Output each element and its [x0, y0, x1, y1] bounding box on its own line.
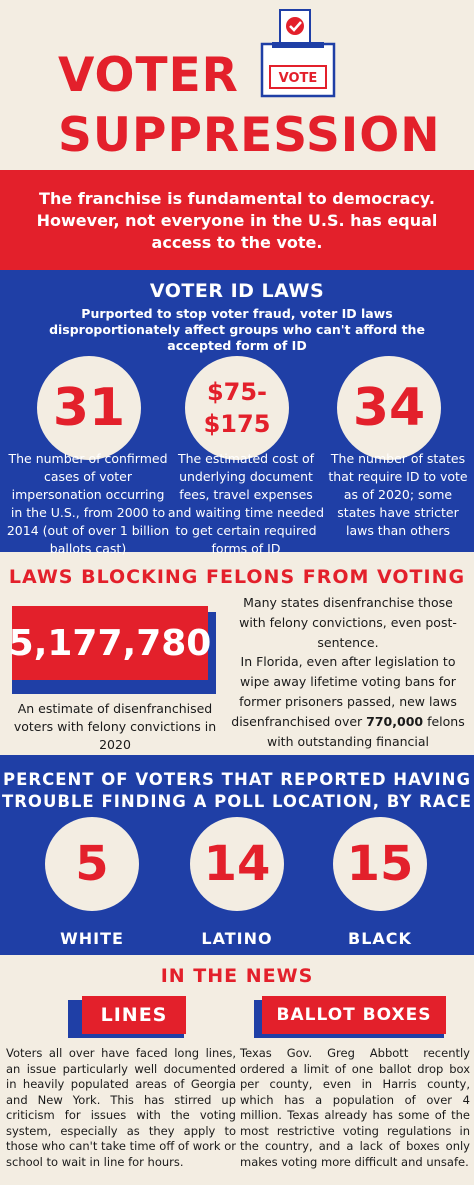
felon-number: 5,177,780 — [12, 606, 208, 680]
race-value: 5 — [75, 836, 109, 892]
felons-text-2-end: felons with outstanding financial — [266, 714, 465, 749]
title-line-1: VOTER — [58, 48, 239, 103]
stat-description: The number of confirmed cases of voter impersonation occurring in the U.S., from 2000 to 2014 (out of over 1 billion ballots cast) — [6, 451, 170, 556]
voter-id-subheading: Purported to stop voter fraud, voter ID laws disproportionately affect groups who can't afford the accepted form of ID — [49, 306, 425, 353]
intro-band — [0, 170, 474, 270]
intro-text: The franchise is fundamental to democracy. However, not everyone in the U.S. has equal access to the vote. — [36, 189, 438, 252]
felons-text-1: Many states disenfranchise those with felony convictions, even post-sentence. — [239, 595, 457, 650]
felon-number-caption: An estimate of disenfranchised voters with felony convictions in 2020 — [13, 701, 217, 752]
stat-description: The estimated cost of underlying document fees, travel expenses and waiting time needed to get certain required forms of ID — [167, 451, 325, 556]
ballot-label: VOTE — [278, 71, 318, 86]
race-value: 14 — [203, 836, 271, 892]
news-text-ballot-boxes: Texas Gov. Greg Abbott recently ordered a limit of one ballot drop box per county, even in Harris county, which has a population of over 4 million. Texas already has some of the most restrictive voting regulations in the country, and a lack of boxes only makes voting more difficult and unsafe. — [240, 1046, 470, 1169]
stat-circle-impersonation — [37, 356, 141, 460]
stat-circle-states — [337, 356, 441, 460]
stat-description: The number of states that require ID to vote as of 2020; some states have stricter laws than others — [328, 451, 468, 538]
poll-location-section — [0, 755, 474, 955]
poll-heading: PERCENT OF VOTERS THAT REPORTED HAVING TROUBLE FINDING A POLL LOCATION, BY RACE — [1, 770, 473, 811]
race-circle-latino — [190, 817, 284, 911]
news-heading: IN THE NEWS — [160, 965, 314, 987]
stat-value: $75- $175 — [203, 378, 271, 438]
race-label-latino: LATINO — [201, 929, 273, 948]
news-text-lines: Voters all over have faced long lines, an issue particularly well documented in heavily populated areas of Georgia and New York. This has stirred up criticism for issues with the voting system, especially as they apply to those who can't take time off of work or school to wait in line for hours. — [6, 1046, 236, 1169]
felons-florida-count: 770,000 — [366, 714, 424, 729]
stat-value: 34 — [352, 378, 426, 438]
stat-value: 31 — [52, 378, 126, 438]
stat-circle-id-cost — [185, 356, 289, 460]
felons-heading-bar — [0, 560, 474, 596]
felons-text-2-start: In Florida, even after legislation to wipe away lifetime voting bans for former prisoners passed, new laws disenfranchised over — [231, 654, 457, 729]
race-value: 15 — [346, 836, 414, 892]
news-badge-lines: LINES — [82, 996, 186, 1034]
race-circle-white — [45, 817, 139, 911]
race-label-white: WHITE — [60, 929, 124, 948]
felons-heading: LAWS BLOCKING FELONS FROM VOTING — [8, 566, 466, 588]
voter-id-heading: VOTER ID LAWS — [149, 280, 325, 302]
race-label-black: BLACK — [348, 929, 412, 948]
race-circle-black — [333, 817, 427, 911]
felons-text-2 — [230, 652, 466, 772]
voter-id-section — [0, 270, 474, 556]
felon-number-box — [8, 612, 216, 694]
news-badge-ballot-boxes: BALLOT BOXES — [262, 996, 446, 1034]
ballot-box-icon — [258, 8, 338, 100]
title-line-2: SUPPRESSION — [58, 108, 441, 163]
checkmark-icon — [286, 17, 304, 35]
